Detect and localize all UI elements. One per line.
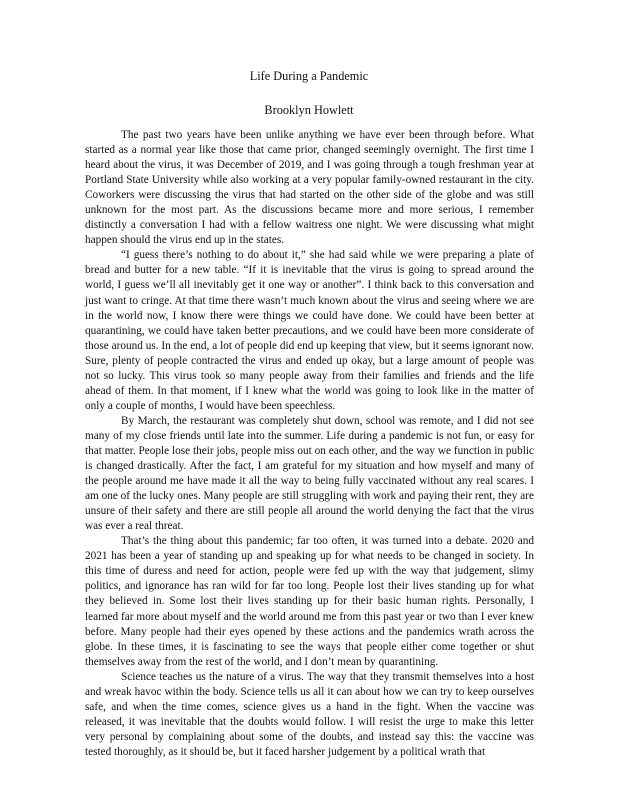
paragraph-2: “I guess there’s nothing to do about it,” she had said while we were preparing a plate of bread and butter for a new table. “If it is inevitable that the virus is going to spread around the world, I guess we’ll all inevitably get it one way or another”. I think back to this conversation and just want to cringe. At that time there wasn’t much known about the virus and seeing where we are in the world now, I know there were things we could have done. We could have been better at quarantining, we could have taken better precautions, and we could have been more considerate of those around us. In the end, a lot of people did end up keeping that view, but it seems ignorant now. Sure, plenty of people contracted the virus and ended up okay, but a large amount of people was not so lucky. This virus took so many people away from their families and friends and the life ahead of them. In that moment, if I knew what the world was going to look like in the matter of only a couple of months, I would have been speechless. xyxy=(85,249,534,412)
document-author: Brooklyn Howlett xyxy=(264,103,354,117)
paragraph-3: By March, the restaurant was completely shut down, school was remote, and I did not see many of my close friends until late into the summer. Life during a pandemic is not fun, or easy for that matter. People lose their jobs, people miss out on each other, and the way we function in public is changed drastically. After the fact, I am grateful for my situation and how myself and many of the people around me have made it all the way to being fully vaccinated without any real scares. I am one of the lucky ones. Many people are still struggling with work and paying their rent, they are unsure of their safety and there are still people all around the world denying the fact that the virus was ever a real threat. xyxy=(85,414,534,533)
document-body xyxy=(85,128,534,760)
paragraph-4: That’s the thing about this pandemic; far too often, it was turned into a debate. 2020 and 2021 has been a year of standing up and speaking up for what needs to be changed in society. In this time of duress and need for action, people were fed up with the way that judgement, slimy politics, and ignorance has ran wild for far too long. People lost their lives standing up for what they believed in. Some lost their lives standing up for their basic human rights. Personally, I learned far more about myself and the world around me from this past year or two than I ever knew before. Many people had their eyes opened by these actions and the pandemics wrath across the globe. In these times, it is fascinating to see the ways that people either come together or shut themselves away from the rest of the world, and I don’t mean by quarantining. xyxy=(85,535,534,668)
document-title: Life During a Pandemic xyxy=(249,69,369,83)
paragraph-5: Science teaches us the nature of a virus. The way that they transmit themselves into a host and wreak havoc within the body. Science tells us all it can about how we can try to keep ourselves safe, and when the time comes, science gives us a hand in the fight. When the vaccine was released, it was inevitable that the doubts would follow. I will resist the urge to make this letter very personal by complaining about some of the doubts, and instead say this: the vaccine was tested thoroughly, as it should be, but it faced harsher judgement by a political wrath that xyxy=(85,670,534,758)
paragraph-1: The past two years have been unlike anything we have ever been through before. What started as a normal year like those that came prior, changed seemingly overnight. The first time I heard about the virus, it was December of 2019, and I was going through a tough freshman year at Portland State University while also working at a very popular family-owned restaurant in the city. Coworkers were discussing the virus that had started on the other side of the globe and was still unknown for the most part. As the discussions became more and more serious, I remember distinctly a conversation I had with a fellow waitress one night. We were discussing what might happen should the virus end up in the states. xyxy=(85,129,534,247)
